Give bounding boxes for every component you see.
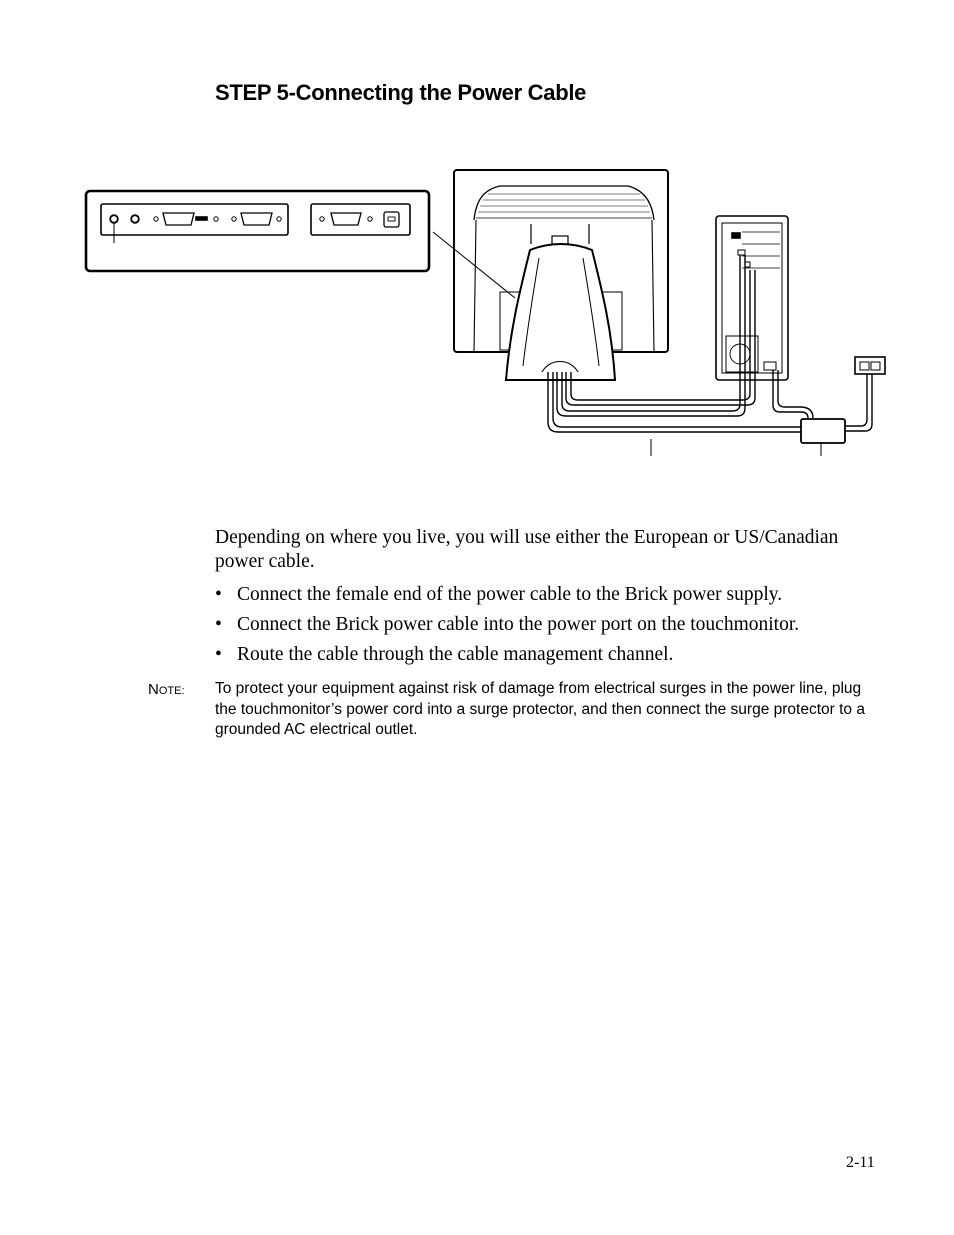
- power-cable-connection-illustration: [80, 160, 900, 470]
- intro-paragraph: Depending on where you live, you will use either the European or US/Canadian power cable.: [215, 527, 839, 572]
- bullet-item: • Route the cable through the cable management channel.: [215, 644, 674, 665]
- bullet-glyph: •: [215, 584, 222, 605]
- brick-power-supply-icon: [801, 419, 845, 443]
- bullet-item: • Connect the female end of the power cable to the Brick power supply.: [215, 584, 783, 605]
- note-label: NOTE:: [148, 681, 185, 698]
- bullet-list: [215, 583, 885, 667]
- serial-port-icon: [163, 213, 194, 225]
- bullet-glyph: •: [215, 614, 222, 635]
- wall-outlet-icon: [855, 357, 885, 374]
- connector-panel-callout: [86, 191, 429, 271]
- serial-port-2-icon: [331, 213, 361, 225]
- bullet-item: • Connect the Brick power cable into the power port on the touchmonitor.: [215, 614, 800, 635]
- note-text: To protect your equipment against risk of damage from electrical surges in the power line, plug the touchmonitor’s power cord into a surge protector, and then connect the surge protector to a grounded AC electrical outlet.: [215, 680, 865, 738]
- power-port-icon: [110, 215, 118, 223]
- instructions: [215, 526, 885, 673]
- bullet-glyph: •: [215, 644, 222, 665]
- computer-tower-illustration: [716, 216, 788, 380]
- page-number: 2-11: [846, 1154, 875, 1171]
- usb-port-icon: [384, 212, 399, 227]
- audio-port-icon: [131, 215, 139, 223]
- step-heading: STEP 5-Connecting the Power Cable: [215, 80, 587, 105]
- video-port-icon: [241, 213, 272, 225]
